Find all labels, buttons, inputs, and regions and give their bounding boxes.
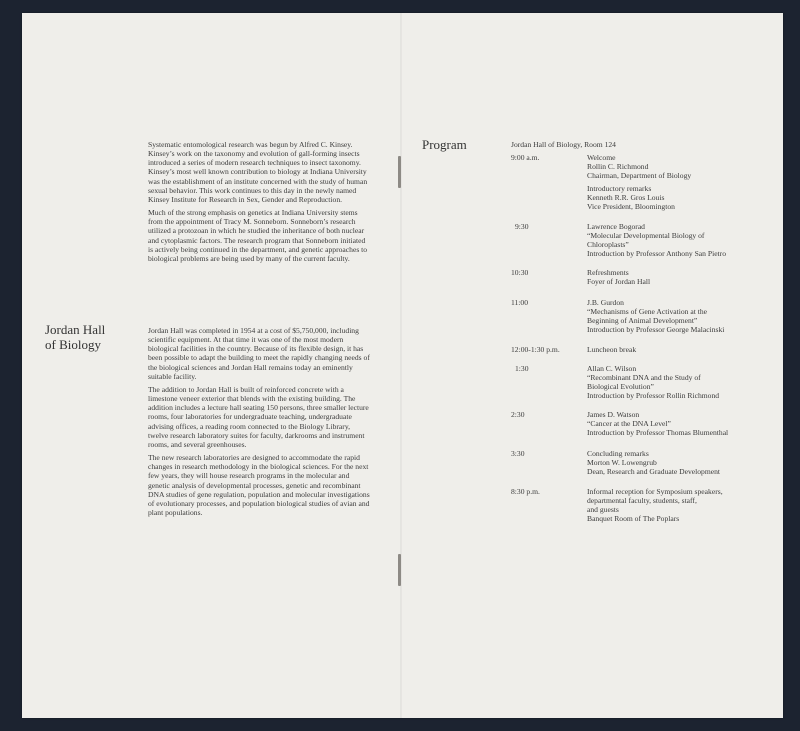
program-detail-line: Introduction by Professor Rollin Richmond [587, 391, 720, 401]
program-details [587, 153, 777, 180]
program-details [587, 449, 777, 476]
program-details [587, 345, 777, 354]
program-detail-line: Welcome [587, 153, 616, 162]
program-detail-line: Chairman, Department of Biology [587, 171, 692, 181]
program-details [587, 364, 777, 401]
paragraph-new-labs: The new research laboratories are designed to accommodate the rapid changes in research methodology in the biological sciences. For the next few years, they will house research programs in the molecular and genetic analysis of developmental processes, genetic and recombinant DNA studies of gene regulation, population and molecular investigations of evolutionary processes, and population biological studies of avian and plant populations. [148, 453, 370, 517]
program-detail-line: Introduction by Professor Thomas Blumenthal [587, 428, 729, 438]
program-detail-line: Foyer of Jordan Hall [587, 277, 651, 287]
paragraph-addition: The addition to Jordan Hall is built of reinforced concrete with a limestone veneer exterior that blends with the existing building. The addition includes a lecture hall seating 150 persons, three smaller lecture rooms, four laboratories for undergraduate teaching, undergraduate advising offices, a reading room connected to the Biology Library, twelve research laboratory suites for faculty, darkrooms and instrument rooms, and several greenhouses. [148, 384, 369, 449]
program-time: 9:00 a.m. [511, 153, 540, 162]
paragraph-kinsey: Systematic entomological research was begun by Alfred C. Kinsey. Kinsey’s work on the taxonomy and evolution of gall-forming insects introduced a series of modern research techniques to insect taxonomy. Kinsey’s most well known contribution to biology at Indiana University was the establishment of an institute concerned with the study of human sexual behavior. This work continues to this day in the newly named Kinsey Institute for Research in Sex, Gender and Reproduction. [148, 140, 368, 204]
program-detail-line: Refreshments [587, 268, 629, 277]
jordan-hall-text-column [148, 326, 370, 521]
paragraph-sonneborn: Much of the strong emphasis on genetics at Indiana University stems from the appointment of Tracy M. Sonneborn. Sonneborn’s research utilized a protozoan in which he studied the inheritance of both nuclear and cytoplasmic factors. The research program that Sonneborn initiated is actively being continued in the department, and genetic approaches to biological problems are being used by many of the current faculty. [148, 208, 368, 263]
program-time: 1:30 [515, 364, 529, 373]
program-detail-line: “Recombinant DNA and the Study of [587, 373, 701, 383]
program-detail-line: Informal reception for Symposium speakers, [587, 487, 723, 496]
program-details [587, 222, 777, 259]
program-detail-line: Introductory remarks [587, 184, 652, 193]
program-time: 3:30 [511, 449, 525, 458]
program-detail-line: and guests [587, 505, 619, 515]
top-staple [398, 156, 401, 188]
program-detail-line: Banquet Room of The Poplars [587, 514, 680, 524]
program-detail-line: departmental faculty, students, staff, [587, 496, 697, 506]
program-detail-line: Vice President, Bloomington [587, 202, 675, 212]
program-details [587, 487, 777, 524]
program-detail-line: Chloroplasts” [587, 240, 629, 250]
program-detail-line: Beginning of Animal Development” [587, 316, 698, 326]
program-detail-line: Lawrence Bogorad [587, 222, 645, 231]
program-time: 8:30 p.m. [511, 487, 540, 496]
program-detail-line: Morton W. Lowengrub [587, 458, 657, 468]
program-detail-line: “Molecular Developmental Biology of [587, 231, 705, 241]
program-location: Jordan Hall of Biology, Room 124 [511, 140, 616, 149]
program-details [587, 184, 777, 211]
bottom-staple [398, 554, 401, 586]
program-detail-line: “Cancer at the DNA Level” [587, 419, 671, 429]
program-detail-line: James D. Watson [587, 410, 640, 419]
program-detail-line: Kenneth R.R. Gros Louis [587, 193, 665, 203]
program-details [587, 410, 777, 437]
program-details [587, 298, 777, 335]
section-heading-jordan-hall [45, 322, 135, 352]
program-time: 9:30 [515, 222, 529, 231]
program-time: 2:30 [511, 410, 525, 419]
section-heading-line-2: of Biology [45, 337, 101, 352]
center-fold [400, 13, 402, 718]
program-time: 10:30 [511, 268, 529, 277]
program-detail-line: Allan C. Wilson [587, 364, 637, 373]
program-detail-line: Introduction by Professor George Malacinski [587, 325, 725, 335]
program-time: 12:00-1:30 p.m. [511, 345, 560, 354]
program-detail-line: Biological Evolution” [587, 382, 654, 392]
section-heading-line-1: Jordan Hall [45, 322, 106, 337]
program-detail-line: Concluding remarks [587, 449, 649, 458]
program-detail-line: “Mechanisms of Gene Activation at the [587, 307, 707, 317]
paragraph-completion: Jordan Hall was completed in 1954 at a cost of $5,750,000, including scientific equipment. At that time it was one of the most modern biological facilities in the country. Because of its flexible design, it has been possible to adapt the building to meet the rapidly changing needs of the biological sciences and Jordan Hall remains today an eminently suitable facility. [148, 326, 370, 381]
program-detail-line: Rollin C. Richmond [587, 162, 649, 172]
program-detail-line: J.B. Gurdon [587, 298, 624, 307]
history-text-column [148, 140, 370, 267]
program-detail-line: Introduction by Professor Anthony San Pietro [587, 249, 726, 259]
program-time: 11:00 [511, 298, 529, 307]
program-heading: Program [422, 137, 467, 152]
program-details [587, 268, 777, 286]
program-detail-line: Dean, Research and Graduate Development [587, 467, 721, 477]
program-detail-line: Luncheon break [587, 345, 637, 354]
